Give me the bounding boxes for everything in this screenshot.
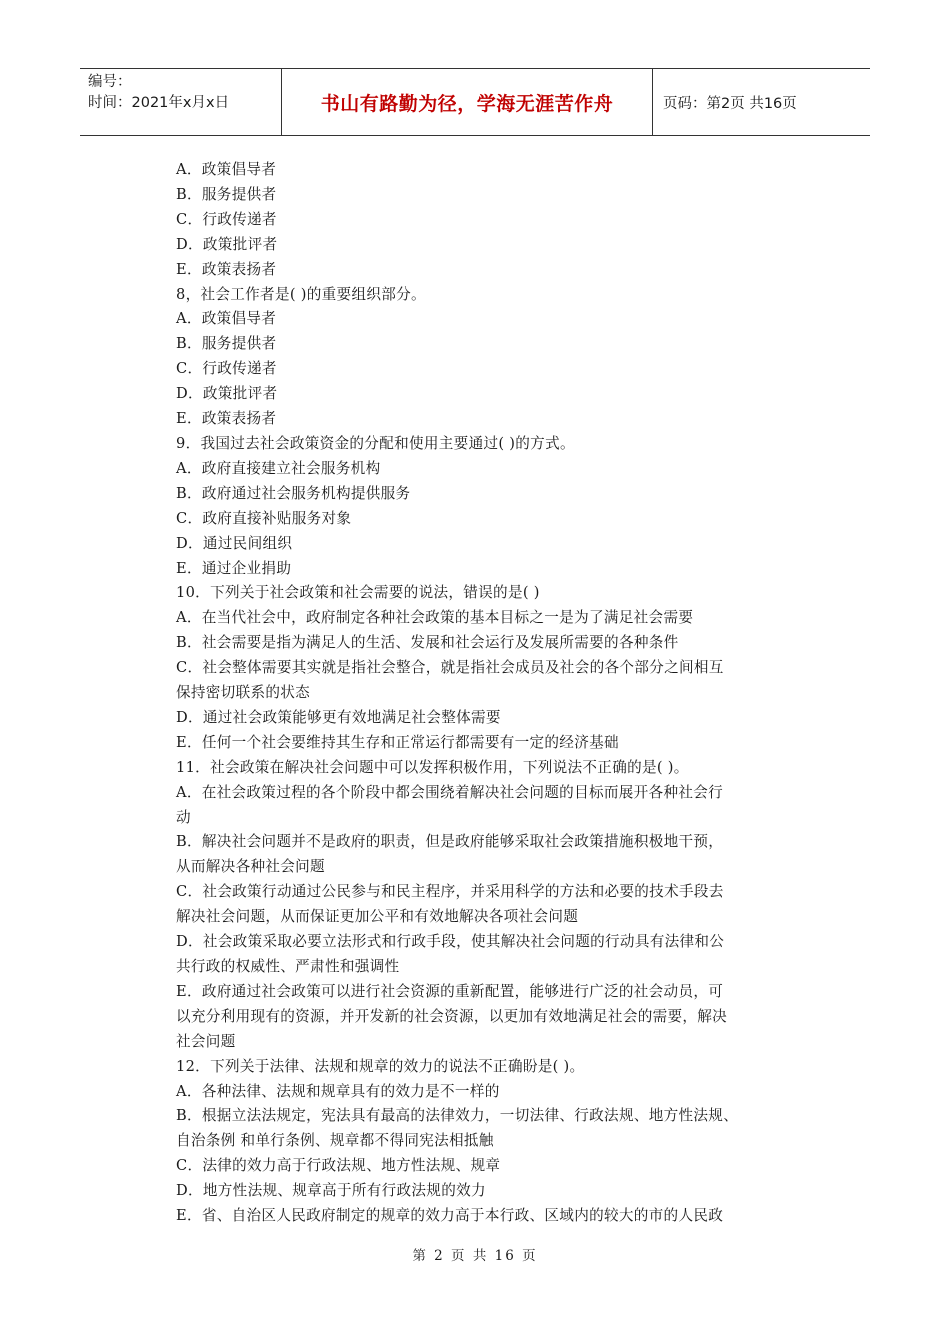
text-line: E．政策表扬者 (176, 410, 277, 428)
text-line: B．解决社会问题并不是政府的职责，但是政府能够采取社会政策措施积极地干预， (176, 833, 724, 851)
text-line: 保持密切联系的状态 (176, 684, 311, 702)
text-line: D．通过民间组织 (176, 534, 293, 552)
page-header (80, 68, 870, 136)
text-line: A．政策倡导者 (176, 161, 277, 178)
document-number-label: 编号： (88, 74, 132, 90)
text-line: 自治条例 和单行条例、规章都不得同宪法相抵触 (176, 1132, 494, 1150)
text-line: A．政策倡导者 (176, 310, 277, 328)
text-line: C．法律的效力高于行政法规、地方性法规、规章 (176, 1157, 501, 1175)
text-line: 9．我国过去社会政策资金的分配和使用主要通过( )的方式。 (176, 434, 575, 452)
text-line: D．通过社会政策能够更有效地满足社会整体需要 (176, 708, 501, 726)
text-line: E．通过企业捐助 (176, 559, 292, 577)
text-line: B．服务提供者 (176, 335, 277, 353)
text-line: C．政府直接补贴服务对象 (176, 509, 352, 527)
text-line: 社会问题 (176, 1032, 236, 1050)
text-line: A．在社会政策过程的各个阶段中都会围绕着解决社会问题的目标而展开各种社会行 (176, 783, 724, 801)
text-line: 10．下列关于社会政策和社会需要的说法，错误的是( ) (176, 584, 540, 602)
text-line: C．社会整体需要其实就是指社会整合，就是指社会成员及社会的各个部分之间相互 (176, 659, 724, 677)
text-line: C．行政传递者 (176, 360, 277, 378)
text-line: B．社会需要是指为满足人的生活、发展和社会运行及发展所需要的各种条件 (176, 634, 679, 652)
text-line: 12．下列关于法律、法规和规章的效力的说法不正确盼是( )。 (176, 1057, 585, 1075)
header-meta (80, 69, 281, 135)
text-line: E．政策表扬者 (176, 260, 277, 278)
text-line: 共行政的权威性、严肃性和强调性 (176, 958, 400, 975)
text-line: B．服务提供者 (176, 185, 277, 203)
motto-text: 书山有路勤为径，学海无涯苦作舟 (320, 92, 614, 115)
text-line: 以充分利用现有的资源，并开发新的社会资源，以更加有效地满足社会的需要，解决 (176, 1007, 728, 1025)
text-line: A．在当代社会中，政府制定各种社会政策的基本目标之一是为了满足社会需要 (176, 609, 694, 627)
text-line: E．省、自治区人民政府制定的规章的效力高于本行政、区域内的较大的市的人民政 (176, 1207, 724, 1225)
question-content (176, 158, 826, 1229)
page-number-label: 页码：第2页 共16页 (663, 95, 797, 112)
text-line: D．政策批评者 (176, 235, 278, 253)
text-line: D．社会政策采取必要立法形式和行政手段，使其解决社会问题的行动具有法律和公 (176, 933, 725, 951)
text-line: B．政府通过社会服务机构提供服务 (176, 484, 411, 502)
text-line: D．政策批评者 (176, 385, 278, 403)
text-line: C．社会政策行动通过公民参与和民主程序，并采用科学的方法和必要的技术手段去 (176, 883, 724, 901)
text-line: 解决社会问题，从而保证更加公平和有效地解决各项社会问题 (176, 908, 579, 926)
text-line: E．任何一个社会要维持其生存和正常运行都需要有一定的经济基础 (176, 733, 619, 751)
page-footer: 第 2 页 共 16 页 (412, 1248, 538, 1264)
text-line: D．地方性法规、规章高于所有行政法规的效力 (176, 1182, 486, 1200)
text-line: 8，社会工作者是( )的重要组织部分。 (176, 285, 426, 303)
text-line: C．行政传递者 (176, 210, 277, 228)
text-line: B．根据立法法规定，宪法具有最高的法律效力，一切法律、行政法规、地方性法规、 (176, 1107, 739, 1125)
text-line: 从而解决各种社会问题 (176, 858, 325, 876)
header-motto-cell (281, 69, 653, 135)
text-line: 动 (176, 808, 191, 826)
header-page-cell (653, 69, 870, 135)
text-line: 11．社会政策在解决社会问题中可以发挥积极作用，下列说法不正确的是( )。 (176, 758, 689, 776)
text-line: A．政府直接建立社会服务机构 (176, 459, 381, 477)
text-line: A．各种法律、法规和规章具有的效力是不一样的 (176, 1082, 500, 1100)
document-date-label: 时间：2021年x月x日 (88, 95, 230, 111)
text-line: E．政府通过社会政策可以进行社会资源的重新配置，能够进行广泛的社会动员，可 (176, 982, 724, 1000)
